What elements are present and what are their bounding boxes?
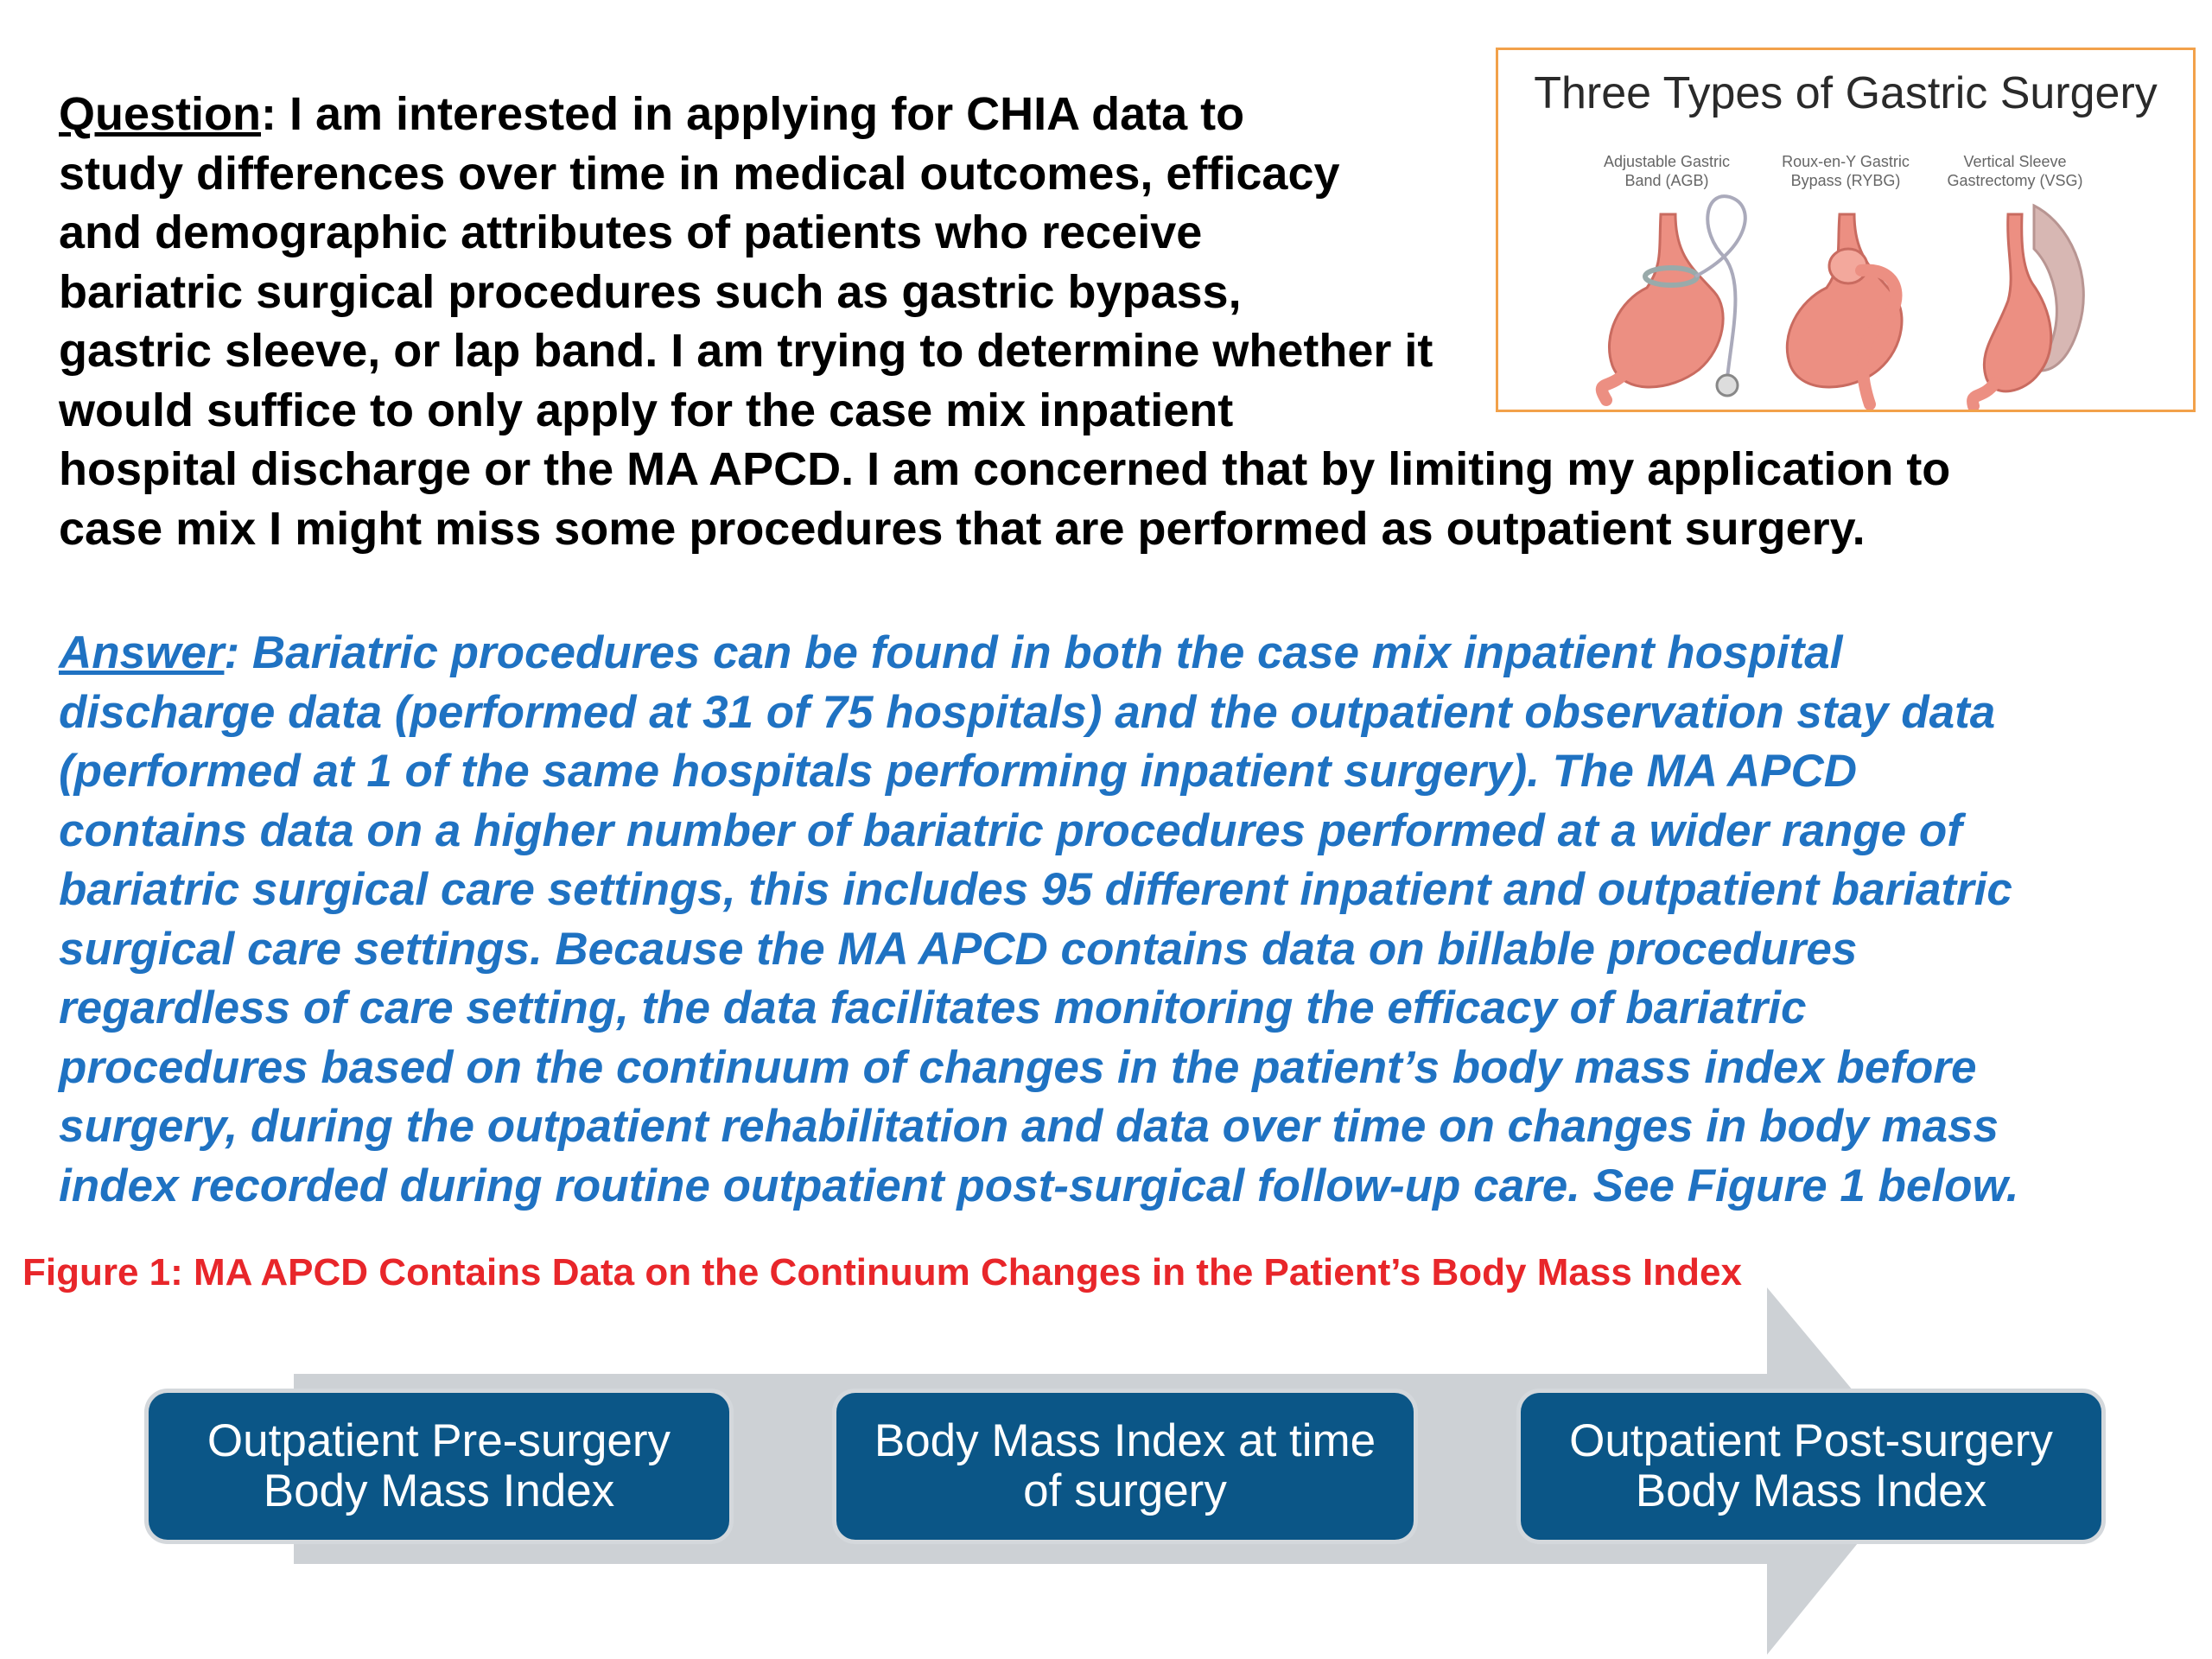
flow-step-text: Outpatient Post-surgery (1569, 1415, 2053, 1466)
answer-line: regardless of care setting, the data facilitates monitoring the efficacy of bariatric (59, 982, 1807, 1033)
flow-step-at-surgery (836, 1393, 1414, 1540)
question-line: and demographic attributes of patients who receive (59, 207, 1203, 258)
answer-line: surgical care settings. Because the MA APCD contains data on billable procedures (59, 923, 1858, 975)
surgery-type-label-line: Adjustable Gastric (1603, 153, 1731, 170)
surgery-type-label-line: Gastrectomy (VSG) (1947, 172, 2083, 189)
question-first-line: : I am interested in applying for CHIA data to (261, 88, 1245, 140)
surgery-type-label-line: Band (AGB) (1624, 172, 1709, 189)
surgery-type-label-line: Vertical Sleeve (1963, 153, 2067, 170)
answer-first-line: : Bariatric procedures can be found in both the case mix inpatient hospital (224, 627, 1843, 678)
answer-line: discharge data (performed at 31 of 75 hospitals) and the outpatient observation stay data (59, 686, 1996, 738)
surgery-type-label-line: Bypass (RYBG) (1790, 172, 1901, 189)
question-line: case mix I might miss some procedures that are performed as outpatient surgery. (59, 502, 1866, 555)
answer-line: surgery, during the outpatient rehabilitation and data over time on changes in body mass (59, 1101, 1999, 1152)
flow-step-text: Outpatient Pre-surgery (207, 1415, 671, 1466)
answer-line: index recorded during routine outpatient post-surgical follow-up care. See Figure 1 below. (59, 1160, 2019, 1211)
flow-step-text: Body Mass Index (263, 1465, 615, 1516)
answer-line: contains data on a higher number of bariatric procedures performed at a wider range of (59, 804, 1962, 856)
flow-step-text: Body Mass Index at time (874, 1415, 1376, 1466)
flow-step-text: of surgery (1023, 1465, 1227, 1516)
question-line: would suffice to only apply for the case mix inpatient (59, 384, 1234, 436)
question-line: hospital discharge or the MA APCD. I am concerned that by limiting my application to (59, 443, 1951, 495)
gastric-image-title: Three Types of Gastric Surgery (1534, 68, 2158, 118)
question-label: Question (59, 88, 262, 140)
answer-label: Answer (59, 627, 225, 678)
answer-line: (performed at 1 of the same hospitals performing inpatient surgery). The MA APCD (59, 746, 1858, 797)
figure-caption: Figure 1: MA APCD Contains Data on the Continuum Changes in the Patient’s Body Mass Index (22, 1251, 1742, 1294)
question-line: gastric sleeve, or lap band. I am trying to determine whether it (59, 325, 1433, 377)
question-line: bariatric surgical procedures such as gastric bypass, (59, 265, 1242, 318)
flow-step-text: Body Mass Index (1635, 1465, 1987, 1516)
question-line: study differences over time in medical outcomes, efficacy (59, 147, 1340, 200)
answer-line: bariatric surgical care settings, this includes 95 different inpatient and outpatient bariatric (59, 864, 2012, 915)
answer-line: procedures based on the continuum of changes in the patient’s body mass index before (59, 1041, 1977, 1093)
flow-step-pre-surgery (149, 1393, 729, 1540)
flow-step-post-surgery (1521, 1393, 2101, 1540)
surgery-type-label-line: Roux-en-Y Gastric (1782, 153, 1910, 170)
